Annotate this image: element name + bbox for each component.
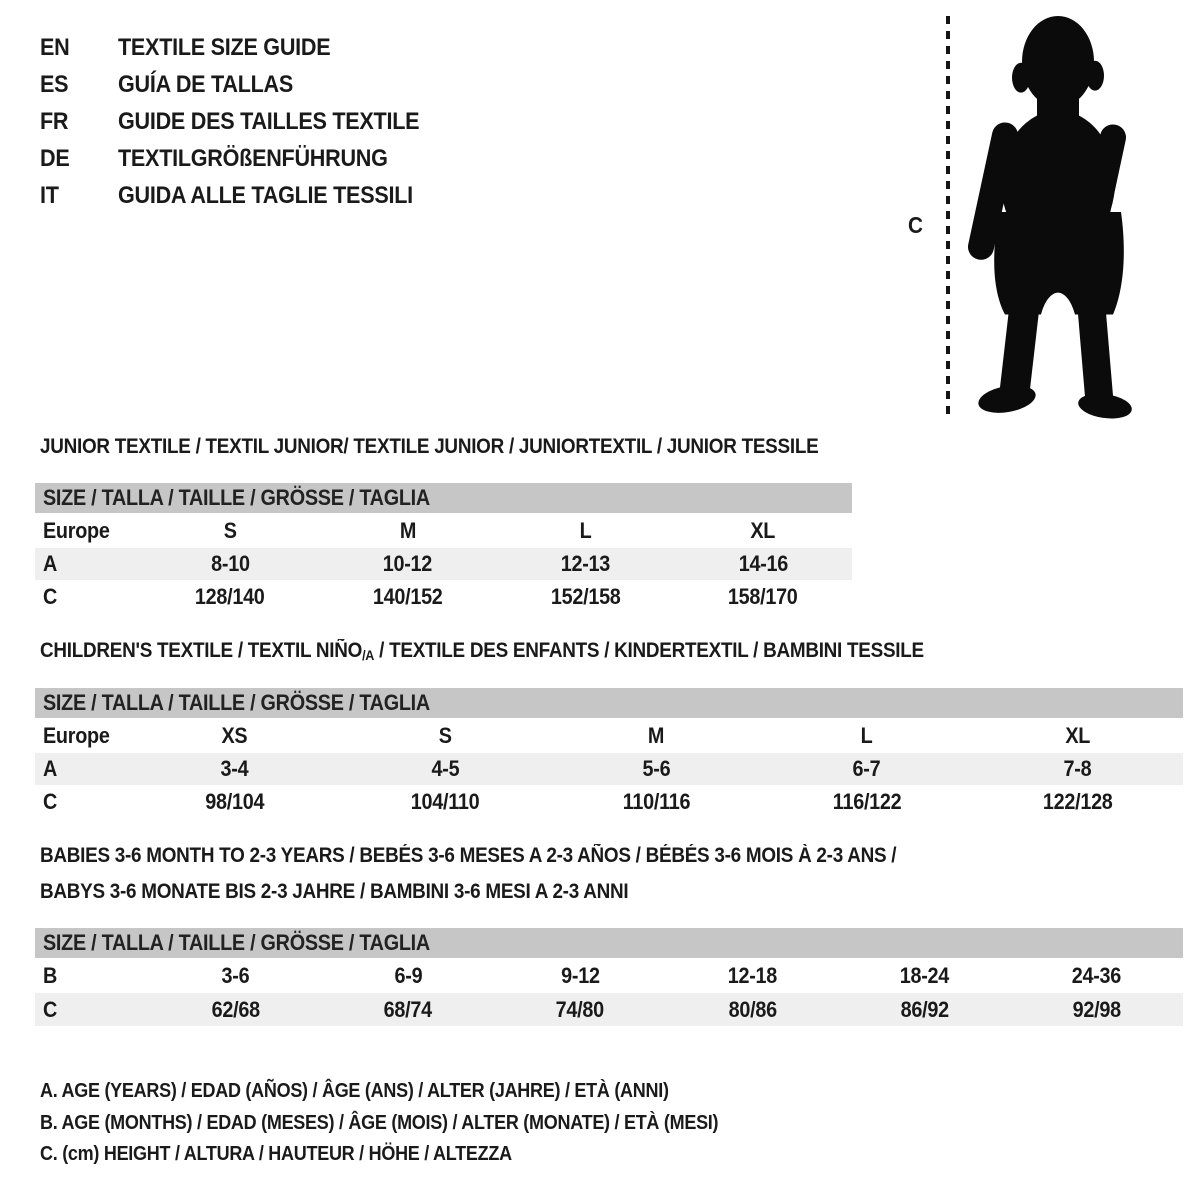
size-value-cell: XL [750, 517, 776, 543]
size-value-cell: 98/104 [205, 788, 264, 814]
language-title: GUIDE DES TAILLES TEXTILE [118, 107, 420, 135]
language-code: DE [40, 144, 70, 172]
size-value-cell: 152/158 [550, 583, 621, 609]
size-value-cell: 128/140 [195, 583, 265, 609]
language-title: GUÍA DE TALLAS [118, 71, 294, 99]
size-value-cell: 12-13 [560, 551, 611, 576]
section-title-babies-line2: BABYS 3-6 MONATE BIS 2-3 JAHRE / BAMBINI 3-6 MESI A 2-3 ANNI [40, 880, 629, 903]
table-row [35, 958, 1183, 993]
legend-line: C. (cm) HEIGHT / ALTURA / HAUTEUR / HÖHE / ALTEZZA [40, 1143, 512, 1166]
size-value-cell: 7-8 [1063, 756, 1092, 781]
size-value-cell: 80/86 [728, 996, 777, 1022]
row-label-cell: C [43, 788, 58, 814]
language-title: TEXTILE SIZE GUIDE [118, 34, 331, 62]
size-value-cell: 3-6 [221, 962, 250, 988]
row-label-cell: C [43, 583, 58, 609]
row-label-cell: A [43, 551, 58, 576]
size-value-cell: XS [221, 722, 248, 748]
size-value-cell: 68/74 [383, 996, 433, 1022]
size-value-cell: 24-36 [1072, 962, 1122, 988]
row-label-cell: A [43, 756, 58, 781]
size-value-cell: 104/110 [410, 788, 480, 814]
size-value-cell: 158/170 [728, 583, 798, 609]
table-row [35, 753, 1183, 785]
size-value-cell: XL [1065, 722, 1090, 748]
size-value-cell: L [579, 517, 592, 543]
section-title-junior: JUNIOR TEXTILE / TEXTIL JUNIOR/ TEXTILE JUNIOR / JUNIORTEXTIL / JUNIOR TESSILE [40, 435, 819, 458]
section-babies-textile [35, 846, 1183, 1028]
size-value-cell: L [860, 722, 873, 748]
size-value-cell: 5-6 [642, 756, 670, 781]
size-value-cell: 10-12 [383, 551, 433, 576]
measurement-legend [40, 1076, 794, 1171]
size-header-bar: SIZE / TALLA / TAILLE / GRÖSSE / TAGLIA [35, 483, 852, 513]
size-value-cell: 9-12 [560, 962, 600, 988]
size-value-cell: M [647, 722, 665, 748]
size-value-cell: 4-5 [431, 756, 460, 781]
size-value-cell: 18-24 [899, 962, 950, 988]
size-header-bar: SIZE / TALLA / TAILLE / GRÖSSE / TAGLIA [35, 688, 1183, 718]
language-code: FR [40, 107, 69, 135]
size-value-cell: 6-9 [394, 962, 422, 988]
section-title-children: CHILDREN'S TEXTILE / TEXTIL NIÑO/A / TEXTILE DES ENFANTS / KINDERTEXTIL / BAMBINI TESSILE [40, 639, 924, 663]
children-size-table [35, 718, 1183, 818]
table-row [35, 993, 1183, 1026]
size-value-cell: 8-10 [210, 551, 250, 576]
size-value-cell: 122/128 [1042, 788, 1113, 814]
row-label-cell: Europe [43, 722, 110, 748]
size-value-cell: 74/80 [556, 996, 605, 1022]
section-junior-textile [35, 437, 852, 617]
section-children-textile [35, 641, 1183, 823]
table-row [35, 580, 852, 613]
size-value-cell: 140/152 [372, 583, 443, 609]
table-row [35, 513, 852, 548]
language-title: TEXTILGRÖßENFÜHRUNG [118, 144, 388, 172]
size-value-cell: S [438, 722, 452, 748]
size-value-cell: M [399, 517, 416, 543]
size-value-cell: 14-16 [738, 551, 788, 576]
size-value-cell: 86/92 [900, 996, 949, 1022]
toddler-silhouette-icon [965, 8, 1137, 426]
language-code: IT [40, 181, 59, 209]
table-row [35, 785, 1183, 818]
language-title: GUIDA ALLE TAGLIE TESSILI [118, 181, 413, 209]
size-value-cell: 110/116 [622, 788, 690, 814]
size-value-cell: S [223, 517, 237, 543]
size-value-cell: 116/122 [832, 788, 902, 814]
row-label-cell: Europe [43, 517, 110, 543]
section-title-babies-line1: BABIES 3-6 MONTH TO 2-3 YEARS / BEBÉS 3-6 MESES A 2-3 AÑOS / BÉBÉS 3-6 MOIS À 2-3 ANS / [40, 844, 897, 867]
table-row [35, 718, 1183, 753]
size-value-cell: 6-7 [852, 756, 881, 781]
size-value-cell: 62/68 [211, 996, 260, 1022]
height-measure-label: C [908, 212, 923, 238]
legend-line: A. AGE (YEARS) / EDAD (AÑOS) / ÂGE (ANS) / ALTER (JAHRE) / ETÀ (ANNI) [40, 1080, 669, 1103]
junior-size-table [35, 513, 852, 613]
table-row [35, 548, 852, 580]
figure-area [0, 0, 1200, 430]
size-value-cell: 3-4 [220, 756, 249, 781]
language-code: EN [40, 34, 70, 62]
row-label-cell: C [43, 996, 58, 1022]
row-label-cell: B [43, 962, 58, 988]
size-value-cell: 92/98 [1072, 996, 1121, 1022]
babies-size-table [35, 958, 1183, 1026]
legend-line: B. AGE (MONTHS) / EDAD (MESES) / ÂGE (MOIS) / ALTER (MONATE) / ETÀ (MESI) [40, 1111, 719, 1134]
height-measure-dashed-line [946, 16, 950, 416]
language-code: ES [40, 71, 69, 99]
size-header-bar: SIZE / TALLA / TAILLE / GRÖSSE / TAGLIA [35, 928, 1183, 958]
size-value-cell: 12-18 [727, 962, 778, 988]
